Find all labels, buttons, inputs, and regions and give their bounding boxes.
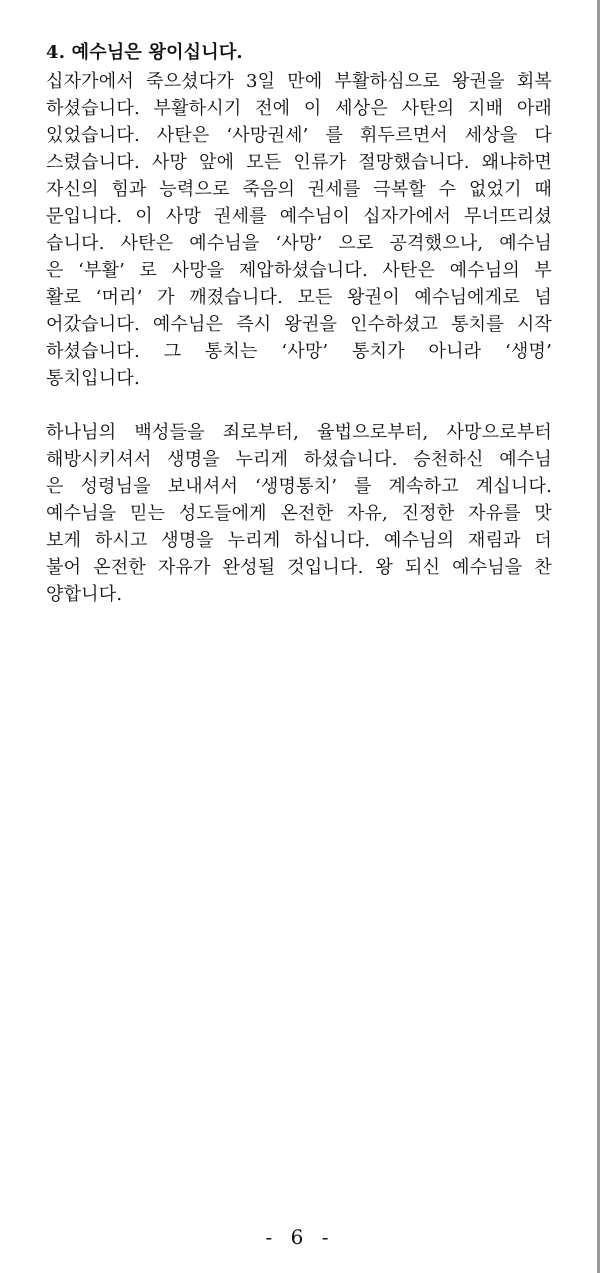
text-line: 은 ‘부활’ 로 사망을 제압하셨습니다. 사탄은 예수님의 부	[46, 260, 552, 281]
text-line: 예수님을 믿는 성도들에게 온전한 자유, 진정한 자유를 맛	[46, 503, 552, 524]
text-line: 해방시키셔서 생명을 누리게 하셨습니다. 승천하신 예수님	[46, 449, 552, 470]
page-content	[46, 40, 552, 608]
section-heading: 4. 예수님은 왕이십니다.	[46, 42, 243, 63]
text-line: 은 성령님을 보내셔서 ‘생명통치’ 를 계속하고 계십니다.	[46, 476, 552, 497]
text-line: 어갔습니다. 예수님은 즉시 왕권을 인수하셨고 통치를 시작	[46, 314, 552, 335]
page-number: - 6 -	[265, 1225, 335, 1249]
text-line: 활로 ‘머리’ 가 깨졌습니다. 모든 왕권이 예수님에게로 넘	[46, 287, 552, 308]
text-line: 십자가에서 죽으셨다가 3일 만에 부활하심으로 왕권을 회복	[46, 71, 552, 92]
text-line: 있었습니다. 사탄은 ‘사망권세’ 를 휘두르면서 세상을 다	[46, 125, 552, 146]
text-line: 습니다. 사탄은 예수님을 ‘사망’ 으로 공격했으나, 예수님	[46, 233, 552, 254]
text-line: 하나님의 백성들을 죄로부터, 율법으로부터, 사망으로부터	[46, 422, 552, 443]
text-line: 보게 하시고 생명을 누리게 하십니다. 예수님의 재림과 더	[46, 530, 552, 551]
text-line: 통치입니다.	[46, 368, 140, 389]
paragraph-1	[46, 68, 552, 392]
text-line: 불어 온전한 자유가 완성될 것입니다. 왕 되신 예수님을 찬	[46, 557, 552, 578]
paragraph-gap	[46, 392, 552, 419]
text-line: 자신의 힘과 능력으로 죽음의 권세를 극복할 수 없었기 때	[46, 179, 552, 200]
paragraph-2	[46, 419, 552, 608]
text-line: 하셨습니다. 부활하시기 전에 이 세상은 사탄의 지배 아래	[46, 98, 552, 119]
text-line: 스렸습니다. 사망 앞에 모든 인류가 절망했습니다. 왜냐하면	[46, 152, 552, 173]
text-line: 문입니다. 이 사망 권세를 예수님이 십자가에서 무너뜨리셨	[46, 206, 552, 227]
text-line: 양합니다.	[46, 584, 123, 605]
text-line: 하셨습니다. 그 통치는 ‘사망’ 통치가 아니라 ‘생명’	[46, 341, 552, 362]
